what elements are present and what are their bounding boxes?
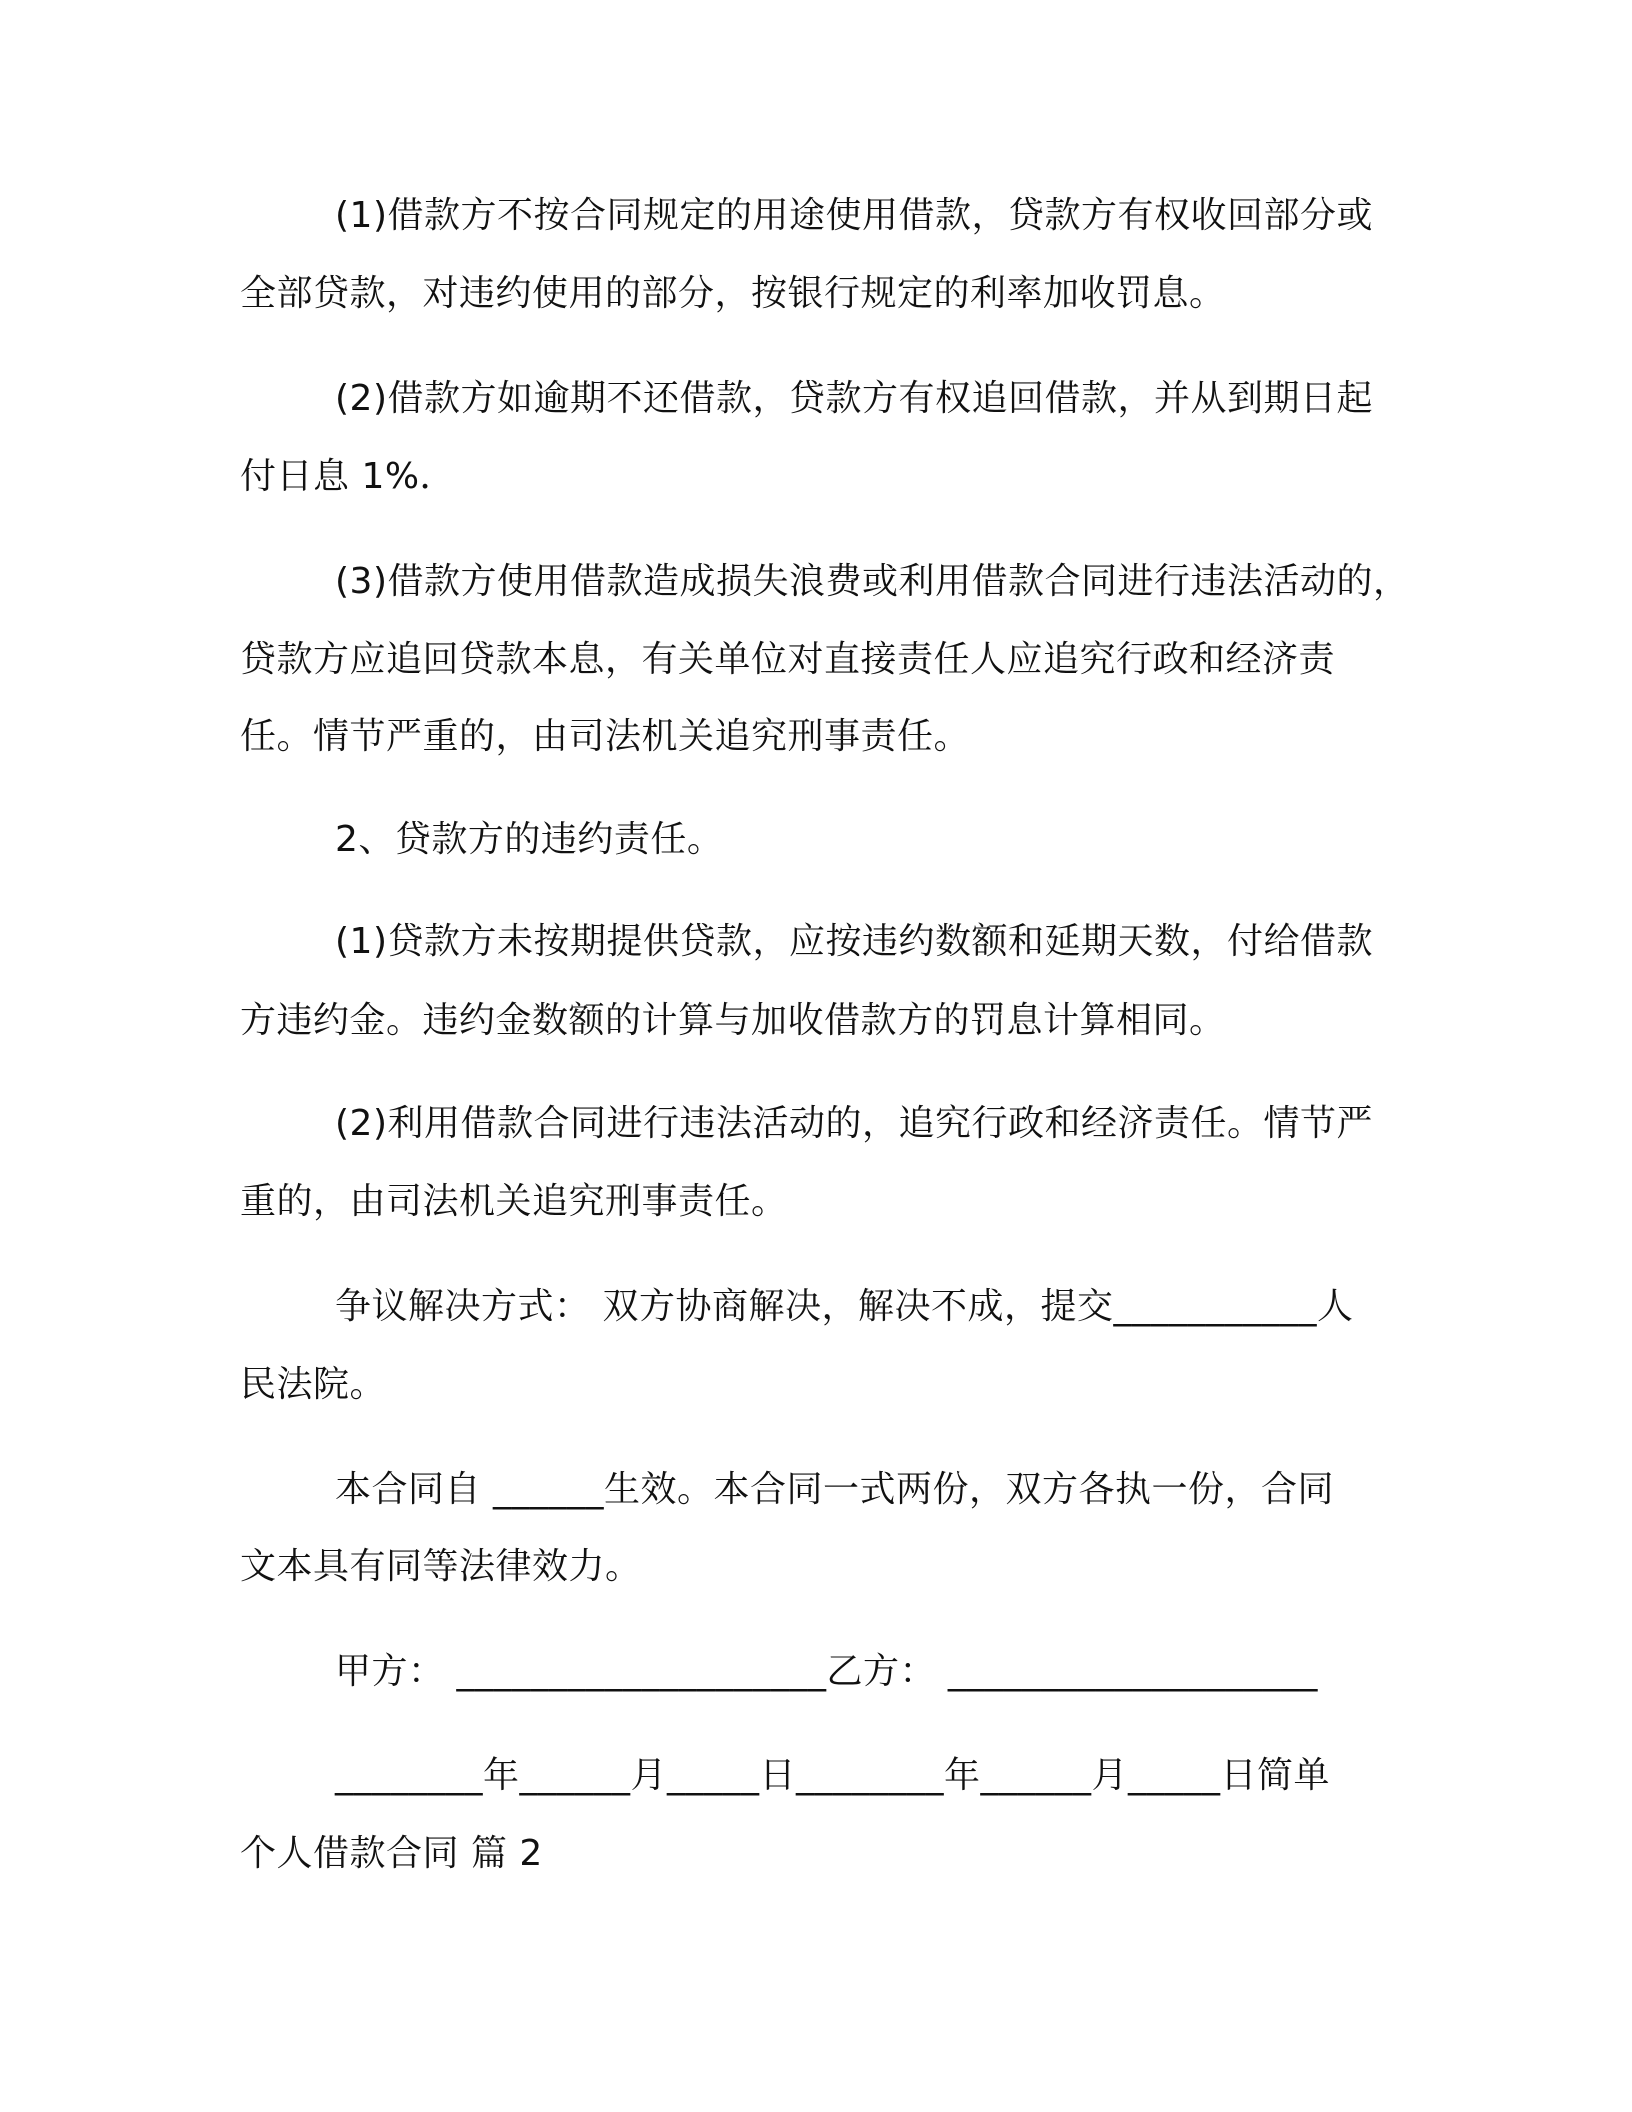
clause-1-line-1: (1)借款方不按合同规定的用途使用借款，贷款方有权收回部分或 [335,195,1373,236]
lender-clause-1-line-2: 方违约金。违约金数额的计算与加收借款方的罚息计算相同。 [240,1000,1226,1041]
clause-3-line-3: 任。情节严重的，由司法机关追究刑事责任。 [240,716,971,757]
dispute-line-1: 争议解决方式： 双方协商解决，解决不成，提交___________人 [335,1286,1354,1327]
clause-2-line-1: (2)借款方如逾期不还借款，贷款方有权追回借款，并从到期日起 [335,378,1373,419]
clause-1-line-2: 全部贷款，对违约使用的部分，按银行规定的利率加收罚息。 [240,273,1226,314]
dispute-line-2: 民法院。 [240,1364,387,1405]
lender-clause-1-line-1: (1)贷款方未按期提供贷款，应按违约数额和延期天数，付给借款 [335,921,1373,962]
effective-line-1: 本合同自 ______生效。本合同一式两份，双方各执一份，合同 [335,1469,1334,1510]
signature-line: 甲方： ____________________乙方： ____________________ [335,1651,1318,1692]
clause-3-line-1: (3)借款方使用借款造成损失浪费或利用借款合同进行违法活动的， [335,561,1410,602]
date-line: ________年______月_____日________年______月_____日简单 [335,1755,1331,1796]
lender-clause-2-line-2: 重的，由司法机关追究刑事责任。 [240,1181,788,1222]
lender-clause-2-line-1: (2)利用借款合同进行违法活动的，追究行政和经济责任。情节严 [335,1103,1373,1144]
clause-3-line-2: 贷款方应追回贷款本息，有关单位对直接责任人应追究行政和经济责 [240,639,1336,680]
next-contract-title: 个人借款合同 篇 2 [240,1833,543,1874]
clause-2-line-2: 付日息 1%． [240,456,457,497]
effective-line-2: 文本具有同等法律效力。 [240,1546,642,1587]
section-heading: 2、贷款方的违约责任。 [335,819,724,860]
